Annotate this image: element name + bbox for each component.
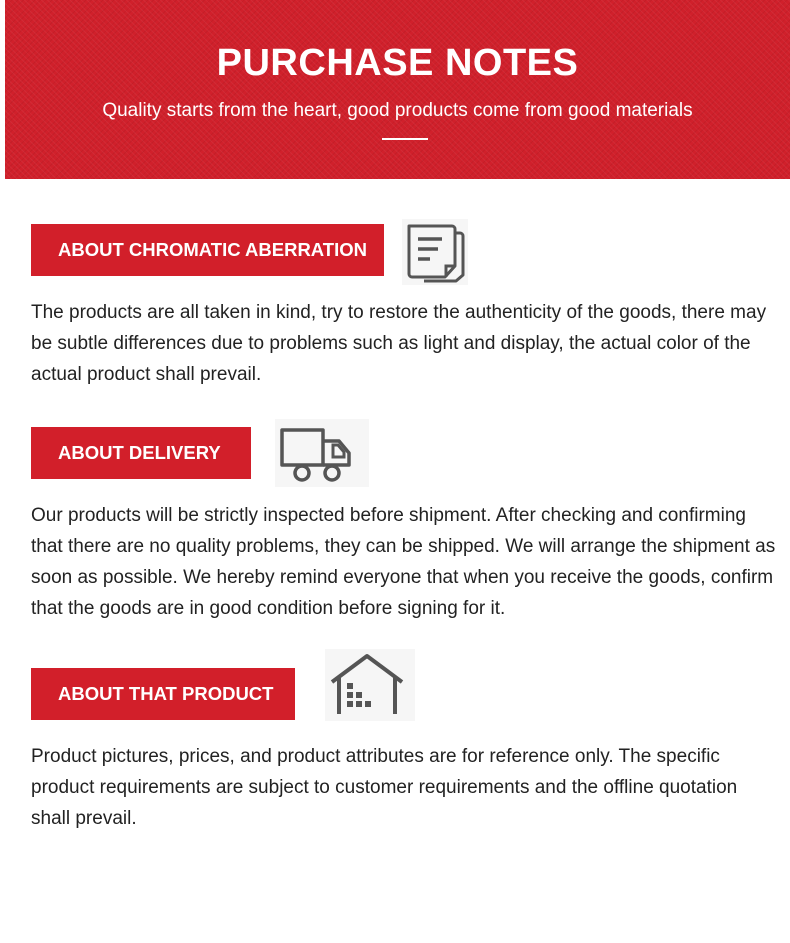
title-divider bbox=[382, 138, 428, 140]
section-label-chromatic-aberration: ABOUT CHROMATIC ABERRATION bbox=[31, 224, 384, 276]
section-text-delivery: Our products will be strictly inspected before shipment. After checking and confirming that there are no quality problems, they can be shipped. We will arrange the shipment as soon as possible. We hereby remind everyone that when you receive the goods, confirm that the goods are in good condition before signing for it. bbox=[31, 505, 776, 619]
section-label-product: ABOUT THAT PRODUCT bbox=[31, 668, 295, 720]
document-icon bbox=[402, 219, 468, 285]
section-label-delivery: ABOUT DELIVERY bbox=[31, 427, 251, 479]
truck-icon bbox=[275, 419, 369, 487]
page-subtitle: Quality starts from the heart, good products come from good materials bbox=[102, 100, 693, 121]
section-text-chromatic-aberration: The products are all taken in kind, try to restore the authenticity of the goods, there may be subtle differences due to problems such as light and display, the actual color of the actual product shall prevail. bbox=[31, 302, 767, 385]
warehouse-icon bbox=[325, 649, 415, 721]
page-title: PURCHASE NOTES bbox=[216, 42, 579, 84]
header-banner bbox=[5, 0, 790, 179]
section-text-product: Product pictures, prices, and product attributes are for reference only. The specific product requirements are subject to customer requirements and the offline quotation shall prevail. bbox=[31, 746, 738, 829]
